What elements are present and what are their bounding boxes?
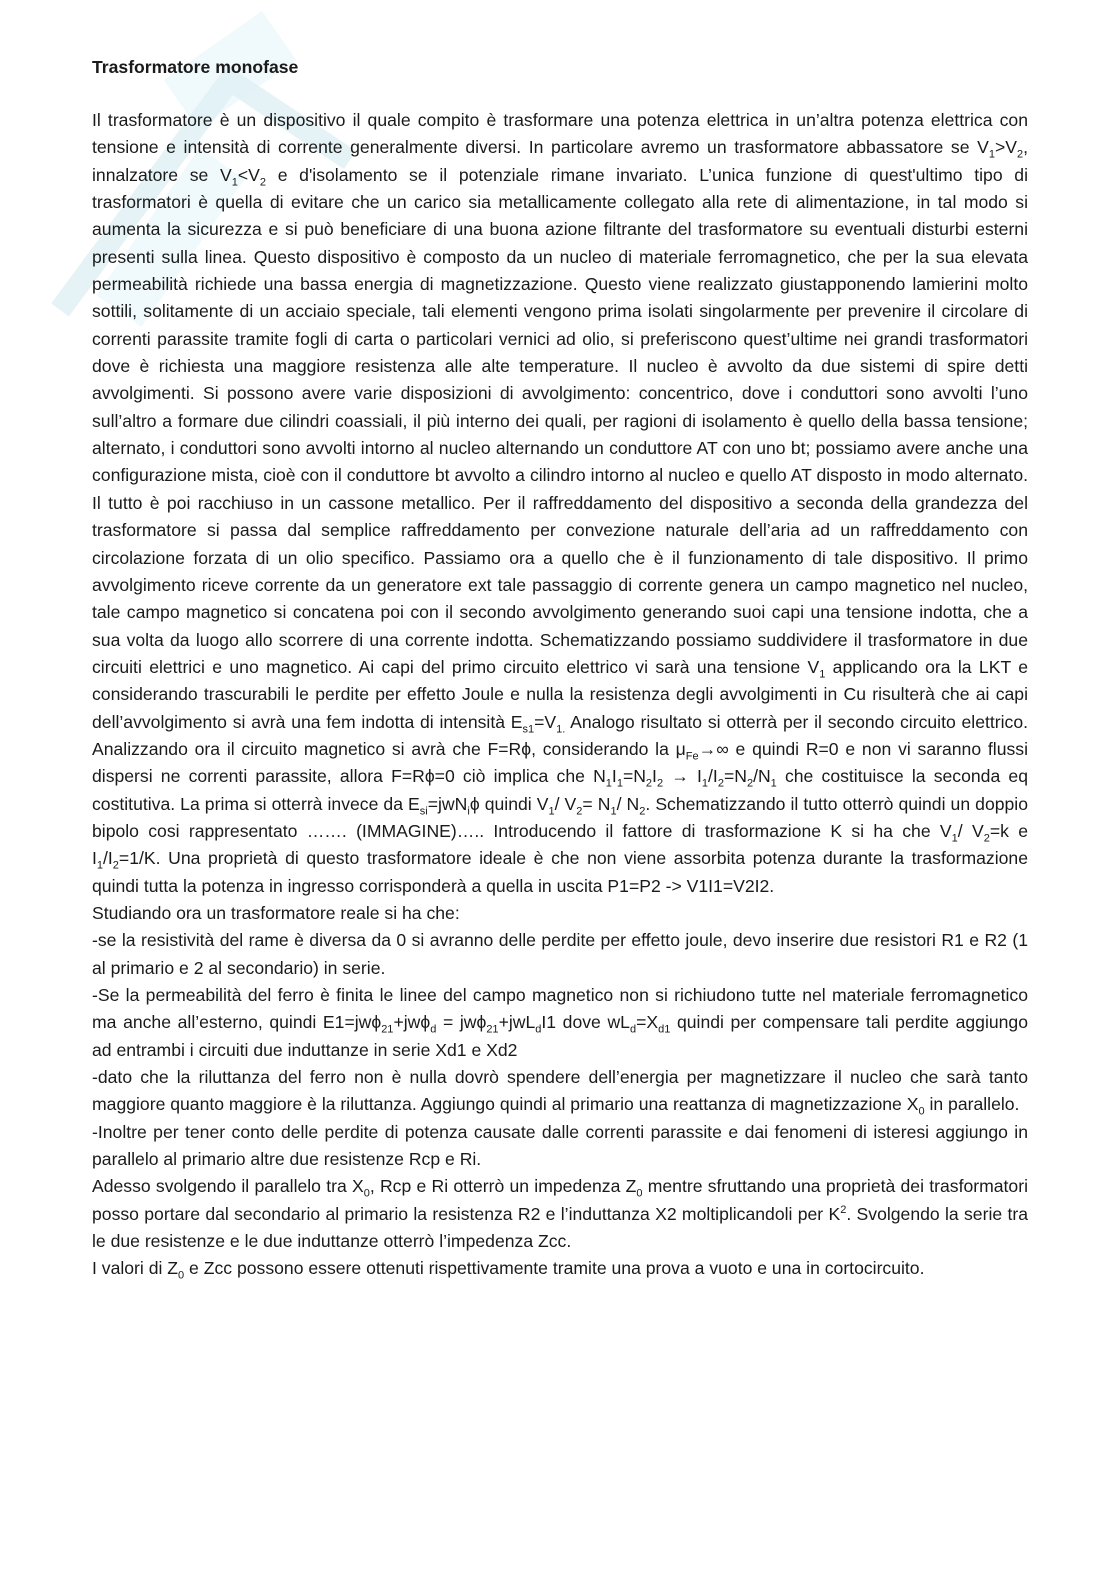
paragraph-main: Il trasformatore è un dispositivo il quale compito è trasformare una potenza elettrica in un’altra potenza elettrica con tensione e intensità di corrente generalmente diversi. In particolare avremo un trasformatore abbassatore se $V_1>V_2$, innalzatore se $V_1<V_2$ e d'isolamento se il potenziale rimane invariato. L’unica funzione di quest'ultimo tipo di trasformatori è quella di evitare che un carico sia metallicamente collegato alla rete di alimentazione, in tal modo si aumenta la sicurezza e si può beneficiare di una buona azione filtrante del trasformatore su eventuali disturbi esterni presenti sulla linea. Questo dispositivo è composto da un nucleo di materiale ferromagnetico, che per la sua elevata permeabilità richiede una bassa energia di magnetizzazione. Questo viene realizzato giustapponendo lamierini molto sottili, solitamente di un acciaio speciale, tali elementi vengono prima isolati singolarmente per prevenire il circolare di correnti parassite tramite fogli di carta o particolari vernici ad olio, si preferiscono quest’ultime nei grandi trasformatori dove è richiesta una maggiore resistenza alle alte temperature. Il nucleo è avvolto da due sistemi di spire detti avvolgimenti. Si possono avere varie disposizioni di avvolgimento: concentrico, dove i conduttori sono avvolti l’uno sull’altro a formare due cilindri coassiali, il più interno dei quali, per ragioni di isolamento è quello della bassa tensione; alternato, i conduttori sono avvolti intorno al nucleo alternando un conduttore AT con uno bt; possiamo avere anche una configurazione mista, cioè con il conduttore bt avvolto a cilindro intorno al nucleo e quello AT disposto in modo alternato. Il tutto è poi racchiuso in un cassone metallico. Per il raffreddamento del dispositivo a seconda della grandezza del trasformatore si passa dal semplice raffreddamento per convezione naturale dell’aria ad un raffreddamento con circolazione forzata di un olio specifico. Passiamo ora a quello che è il funzionamento di tale dispositivo. Il primo avvolgimento riceve corrente da un generatore ext tale passaggio di corrente genera un campo magnetico nel nucleo, tale campo magnetico si concatena poi con il secondo avvolgimento generando suoi capi una tensione indotta, che a sua volta da luogo allo scorrere di una corrente indotta. Schematizzando possiamo suddividere il trasformatore in due circuiti elettrici e uno magnetico. Ai capi del primo circuito elettrico vi sarà una tensione $V_1$ applicando ora la LKT e considerando trascurabili le perdite per effetto Joule e nulla la resistenza degli avvolgimenti in Cu risulterà che ai capi dell’avvolgimento si avrà una fem indotta di intensità $E_{s1}=V_{1.}$ Analogo risultato si otterrà per il secondo circuito elettrico. Analizzando ora il circuito magnetico si avrà che F=Rϕ, considerando la $\mu_{Fe}\to\infty$ e quindi R=0 e non vi saranno flussi dispersi ne correnti parassite, allora F=Rϕ=0 ciò implica che $N_1I_1=N_2I_2 \to I_1/I_2=N_2/N_1$ che costituisce la seconda eq costitutiva. La prima si otterrà invece da $E_{si}=jwN_i\phi$ quindi $V_1/$ $V_2= N_1/$ $N_2$. Schematizzando il tutto otterrò quindi un doppio bipolo cosi rappresentato ……. (IMMAGINE)….. Introducendo il fattore di trasformazione K si ha che $V_1/$ $V_2=k$ e $I_1/I_2=1/K$. Una proprietà di questo trasformatore ideale è che non viene assorbita potenza durante la trasformazione quindi tutta la potenza in ingresso corrisponderà a quella in uscita P1=P2 -> V1I1=V2I2.: [92, 110, 1028, 896]
document-title: Trasformatore monofase: [92, 57, 299, 77]
item-losses: -Inoltre per tener conto delle perdite di potenza causate dalle correnti parassite e dai fenomeni di isteresi aggiungo in parallelo al primario altre due resistenze Rcp e Ri.: [92, 1121, 1028, 1170]
item-resistivity: -se la resistività del rame è diversa da 0 si avranno delle perdite per effetto joule, devo inserire due resistori R1 e R2 (1 al primario e 2 al secondario) in serie.: [92, 930, 1028, 978]
item-reluctance: -dato che la riluttanza del ferro non è nulla dovrò spendere dell’energia per magnetizzare il nucleo che sarà tanto maggiore quanto maggiore è la riluttanza. Aggiungo quindi al primario una reattanza di magnetizzazione $X_0$ in parallelo.: [92, 1067, 1028, 1118]
document-body: [92, 54, 1028, 1283]
real-transformer-intro: Studiando ora un trasformatore reale si ha che:: [92, 902, 460, 923]
paragraph-impedance: Adesso svolgendo il parallelo tra $X_0$, Rcp e Ri otterrò un impedenza $Z_0$ mentre sfruttando una proprietà dei trasformatori posso portare dal secondario al primario la resistenza R2 e l’induttanza X2 moltiplicandoli per $K^2$. Svolgendo la serie tra le due resistenze e le due induttanze otterrò l’impedenza Zcc.: [92, 1176, 1028, 1252]
item-permeability: -Se la permeabilità del ferro è finita le linee del campo magnetico non si richiudono tutte nel materiale ferromagnetico ma anche all’esterno, quindi E1=jwϕ$_{21}$+jwϕ$_d$ = jwϕ$_{21}$+jwL$_d$I1 dove $wL_d=X_{d1}$ quindi per compensare tali perdite aggiungo ad entrambi i circuiti due induttanze in serie Xd1 e Xd2: [92, 985, 1028, 1060]
paragraph-tests: I valori di $Z_0$ e Zcc possono essere ottenuti rispettivamente tramite una prova a vuoto e una in cortocircuito.: [92, 1258, 925, 1282]
